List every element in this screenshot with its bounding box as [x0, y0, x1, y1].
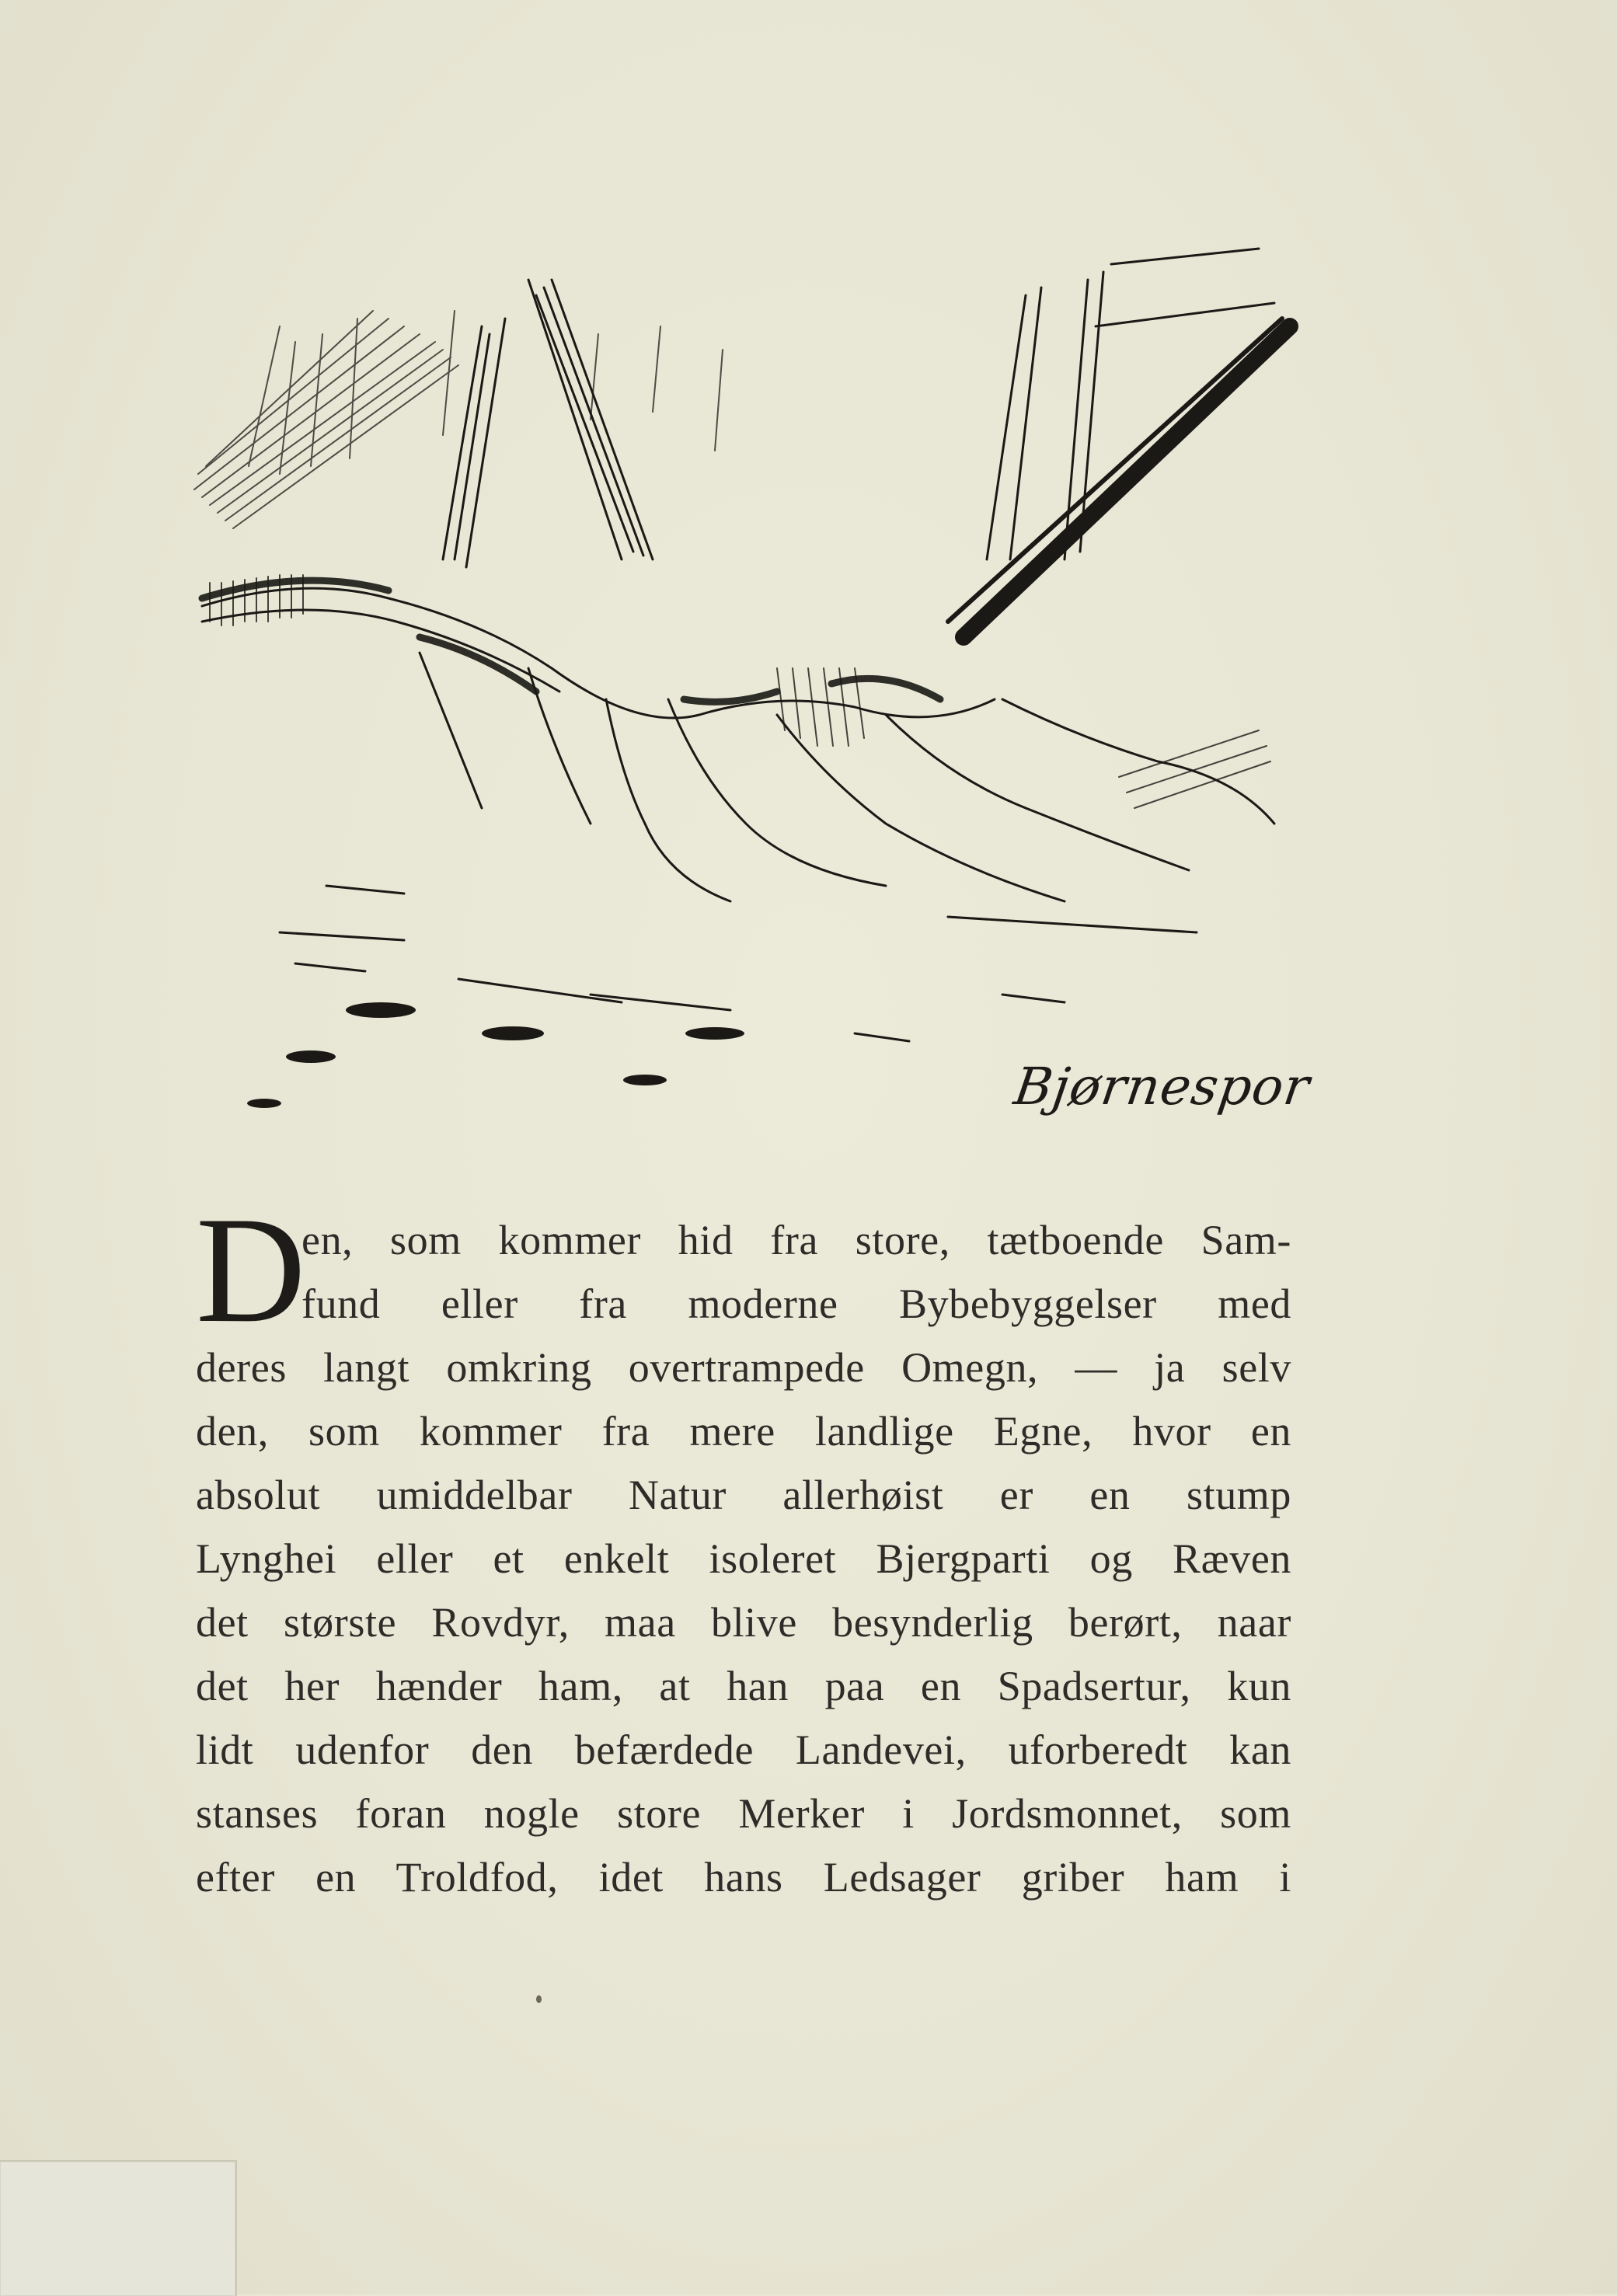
text-line: Lynghei eller et enkelt isoleret Bjergparti og Ræven [196, 1535, 1291, 1582]
text-line: absolut umiddelbar Natur allerhøist er en stump [196, 1472, 1291, 1518]
drop-cap: D [196, 1186, 306, 1354]
text-line: deres langt omkring overtrampede Omegn, — ja selv [196, 1344, 1291, 1391]
ink-speck [536, 1995, 542, 2003]
text-line: efter en Troldfod, idet hans Ledsager griber ham i [196, 1854, 1291, 1901]
text-line: fund eller fra moderne Bybebyggelser med [301, 1280, 1291, 1327]
text-line: lidt udenfor den befærdede Landevei, uforberedt kan [196, 1726, 1291, 1773]
forest-stumps-illustration [186, 233, 1305, 1165]
text-line: det her hænder ham, at han paa en Spadsertur, kun [196, 1663, 1291, 1709]
library-label-patch [0, 2160, 237, 2296]
text-line: det største Rovdyr, maa blive besynderlig berørt, naar [196, 1599, 1291, 1646]
text-line: den, som kommer fra mere landlige Egne, hvor en [196, 1408, 1291, 1455]
illustration-caption: Bjørnespor [1010, 1057, 1314, 1117]
text-line: en, som kommer hid fra store, tætboende Sam- [301, 1217, 1291, 1263]
text-line: stanses foran nogle store Merker i Jordsmonnet, som [196, 1790, 1291, 1837]
body-text [196, 1186, 1291, 1909]
